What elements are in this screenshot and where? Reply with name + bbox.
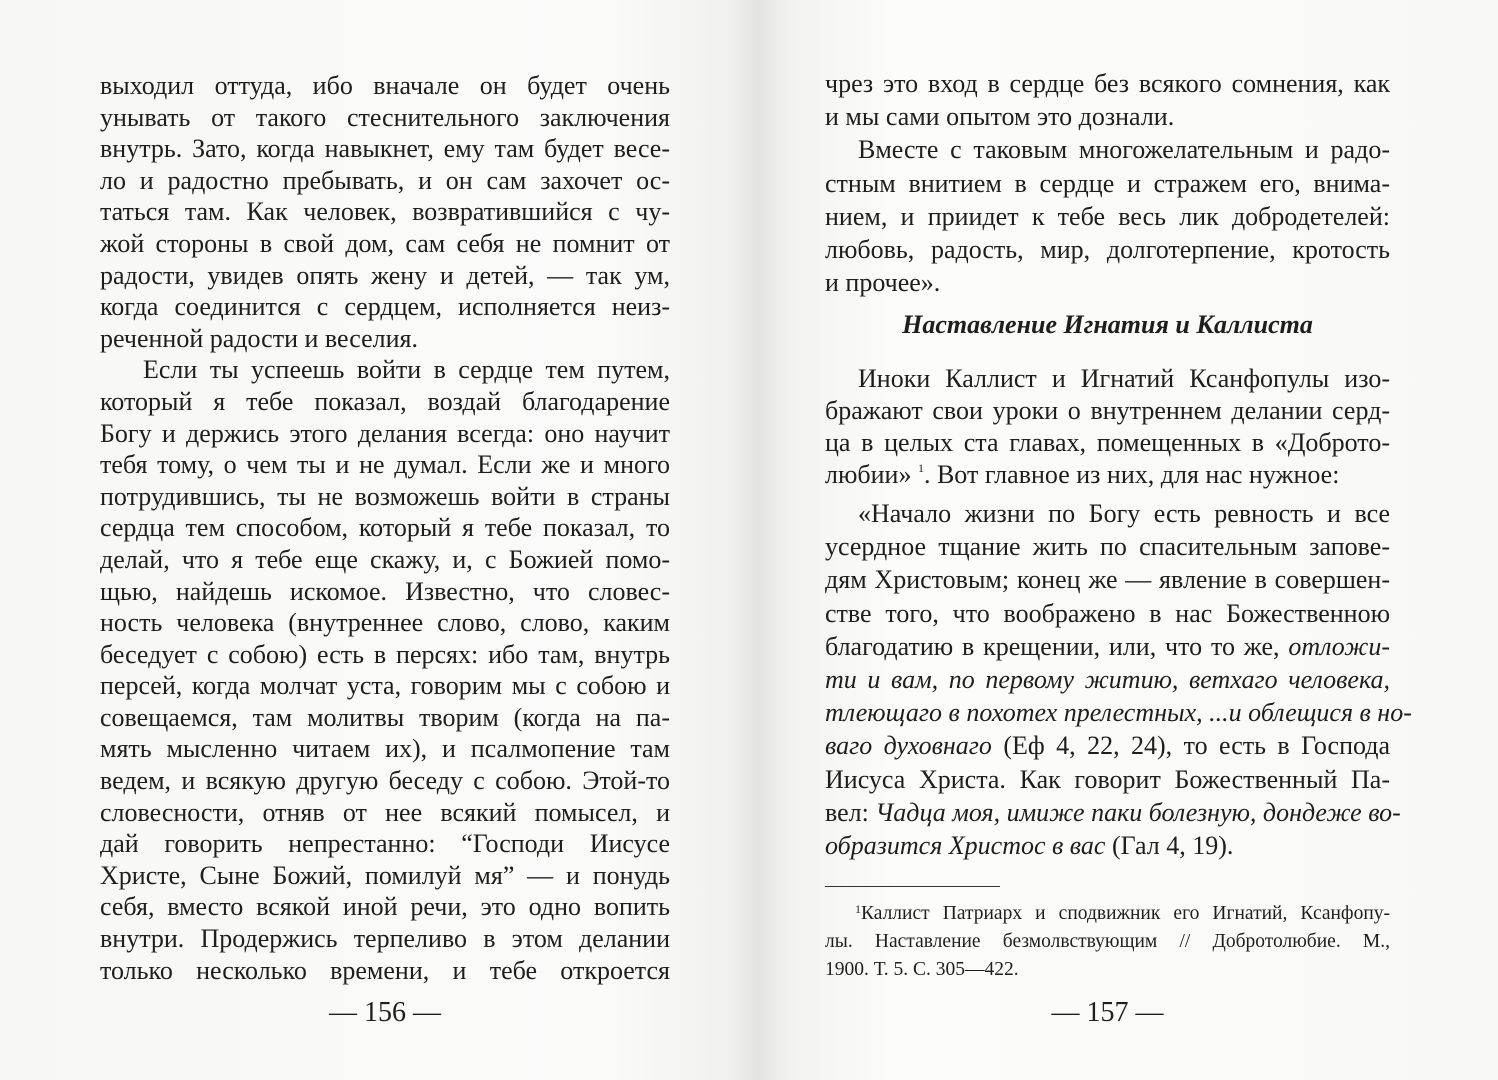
text-run: лы. Наставление безмолвствующим // Добротолюбие. М., — [825, 931, 1390, 952]
text-line — [100, 860, 670, 892]
text-line — [100, 165, 670, 197]
text-run: дай говорить непрестанно: “Господи Иисусе — [100, 829, 670, 859]
italic-text: ти и вам, по первому житию, ветхаго человека, — [825, 664, 1390, 694]
text-run: ведем, и всякую другую беседу с собою. Этой-то — [100, 766, 670, 796]
text-line — [100, 449, 670, 481]
text-run: выходил оттуда, ибо вначале он будет очень — [100, 71, 670, 100]
text-run: благодатию в крещении, или, что то же, — [825, 631, 1289, 661]
footnote-marker: 1 — [855, 902, 861, 916]
text-run: и прочее». — [825, 268, 941, 298]
footnote-marker: 1 — [917, 461, 924, 475]
text-line — [100, 133, 670, 165]
text-run: вел: — [825, 797, 876, 827]
text-line — [100, 607, 670, 639]
text-line — [825, 427, 1390, 459]
right-page-paragraph-intro — [825, 363, 1390, 491]
italic-text: образится Христос в вас — [825, 830, 1106, 860]
text-run: нием, и приидет к тебе весь лик добродетелей: — [825, 201, 1390, 231]
text-run: только несколько времени, и тебе откроется — [100, 955, 670, 985]
text-line — [825, 133, 1390, 166]
text-run: радости, увидев опять жену и детей, — так ум, — [100, 260, 670, 290]
text-run: (Гал 4, 19). — [1105, 830, 1234, 860]
text-line — [100, 955, 670, 987]
text-line — [100, 733, 670, 765]
text-run: унывать от такого стеснительного заключения — [100, 102, 670, 132]
text-run: внутри. Продержись терпеливо в этом делании — [100, 924, 670, 954]
text-run: таться там. Как человек, возвратившийся с чу- — [100, 197, 670, 227]
text-run: чрез это вход в сердце без всякого сомнения, как — [825, 69, 1390, 98]
text-run: любовь, радость, мир, долготерпение, кротость — [825, 234, 1390, 264]
text-line — [825, 530, 1390, 563]
text-line — [825, 763, 1390, 796]
text-line — [100, 828, 670, 860]
text-line — [100, 670, 670, 702]
text-run: персей, когда молчат уста, говорим мы с собою и — [100, 671, 670, 701]
text-run: ность человека (внутреннее слово, слово, каким — [100, 608, 670, 638]
italic-text: тлеющаго в похотех прелестных, ...и облещися в но- — [825, 698, 1412, 728]
italic-text: ваго духовнаго — [825, 731, 992, 761]
text-line — [825, 630, 1390, 663]
text-run: тебя тому, о чем ты и не думал. Если же и много — [100, 450, 670, 480]
text-run: мять мысленно читаем их), и псалмопение там — [100, 734, 670, 764]
text-run: Иисуса Христа. Как говорит Божественный Па- — [825, 764, 1390, 794]
text-run: беседует с собою) есть в персях: ибо там, внутрь — [100, 639, 670, 669]
text-run: делай, что я тебе еще скажу, и, с Божией помо- — [100, 544, 670, 574]
text-run: 1900. Т. 5. С. 305—422. — [825, 959, 1019, 980]
text-run: . Вот главное из них, для нас нужное: — [923, 460, 1340, 489]
text-line — [825, 597, 1390, 630]
text-line — [825, 796, 1401, 829]
text-line — [825, 563, 1390, 596]
text-line — [100, 891, 670, 923]
text-line — [825, 167, 1390, 200]
text-line — [825, 266, 1390, 299]
text-line — [825, 459, 1390, 491]
text-line — [100, 291, 670, 323]
page-number-left: — 156 — — [329, 997, 441, 1028]
text-line — [825, 497, 1390, 530]
right-page-quote-paragraph — [825, 497, 1412, 862]
left-page-text — [100, 70, 670, 986]
right-page-text-top — [825, 67, 1390, 299]
text-run: сердца тем способом, который я тебе показал, то — [100, 513, 670, 543]
text-line — [825, 200, 1390, 233]
text-line — [100, 102, 670, 134]
text-run: Если ты успеешь войти в сердце тем путем, — [143, 355, 670, 385]
text-line — [825, 829, 1390, 862]
italic-text: Чадца моя, имиже паки болезную, дондеже во- — [875, 797, 1401, 827]
text-run: словесности, отняв от нее всякий помысел, и — [100, 797, 670, 827]
text-run: любии» — [825, 460, 918, 489]
text-line — [100, 386, 670, 418]
footnote-divider — [825, 886, 1000, 887]
text-run: «Начало жизни по Богу есть ревность и все — [858, 499, 1390, 528]
text-run: Иноки Каллист и Игнатий Ксанфопулы изо- — [858, 364, 1390, 393]
text-line — [100, 639, 670, 671]
text-run: дям Христовым; конец же — явление в совершен- — [825, 565, 1390, 595]
text-line — [825, 233, 1390, 266]
text-line — [100, 544, 670, 576]
text-run: стным внитием в сердце и стражем его, внима- — [825, 168, 1390, 198]
text-line — [100, 576, 670, 608]
text-run: и мы сами опытом это дознали. — [825, 102, 1175, 132]
text-line — [100, 228, 670, 260]
text-line — [825, 363, 1390, 395]
text-line — [825, 729, 1390, 762]
text-run: Христе, Сыне Божий, помилуй мя” — и понудь — [100, 860, 670, 890]
text-line — [825, 67, 1390, 100]
text-run: себя, вместо всякой иной речи, это одно вопить — [100, 892, 670, 922]
text-line — [825, 100, 1390, 133]
text-line — [100, 512, 670, 544]
text-run: усердное тщание жить по спасительным запове- — [825, 532, 1390, 562]
text-line — [100, 260, 670, 292]
text-line — [100, 70, 670, 102]
right-page — [825, 0, 1412, 1080]
text-line — [100, 765, 670, 797]
text-run: совещаемся, там молитвы творим (когда на па- — [100, 702, 670, 732]
footnote — [825, 900, 1390, 984]
left-page — [100, 0, 670, 1080]
text-run: (Еф 4, 22, 24), то есть в Господа — [991, 731, 1391, 761]
text-run: жой стороны в свой дом, сам себя не помнит от — [100, 228, 670, 258]
text-run: реченной радости и веселия. — [100, 323, 418, 353]
text-run: Вместе с таковым многожелательным и радо- — [858, 135, 1390, 165]
text-run: который я тебе показал, воздай благодарение — [100, 386, 670, 416]
text-run: бражают свои уроки о внутреннем делании серд- — [825, 396, 1390, 425]
text-run: ца в целых ста главах, помещенных в «Доброто- — [825, 428, 1390, 457]
text-line — [100, 797, 670, 829]
text-line — [825, 928, 1390, 956]
text-run: стве того, что воображено в нас Божественною — [825, 598, 1390, 628]
page-number-right: — 157 — — [1051, 997, 1164, 1028]
text-line — [100, 923, 670, 955]
text-line — [825, 900, 1390, 928]
italic-text: отложи- — [1288, 631, 1390, 661]
text-run: внутрь. Зато, когда навыкнет, ему там будет весе- — [100, 134, 670, 164]
text-run: щью, найдешь искомое. Известно, что словес- — [100, 576, 670, 606]
text-line — [825, 663, 1390, 696]
text-run: потрудившись, ты не возможешь войти в страны — [100, 481, 670, 511]
text-line — [825, 696, 1412, 729]
text-run: Каллист Патриарх и сподвижник его Игнатий, Ксанфопу- — [861, 903, 1390, 924]
text-line — [100, 354, 670, 386]
section-heading: Наставление Игнатия и Каллиста — [902, 310, 1313, 339]
text-line — [100, 418, 670, 450]
text-line — [825, 956, 1390, 984]
text-line — [100, 702, 670, 734]
text-run: ло и радостно пребывать, и он сам захочет ос- — [100, 165, 670, 195]
text-run: Богу и держись этого делания всегда: оно научит — [100, 418, 670, 448]
text-line — [100, 196, 670, 228]
text-line — [825, 395, 1390, 427]
text-line — [100, 481, 670, 513]
text-run: когда соединится с сердцем, исполняется неиз- — [100, 292, 670, 322]
text-line — [100, 323, 670, 355]
